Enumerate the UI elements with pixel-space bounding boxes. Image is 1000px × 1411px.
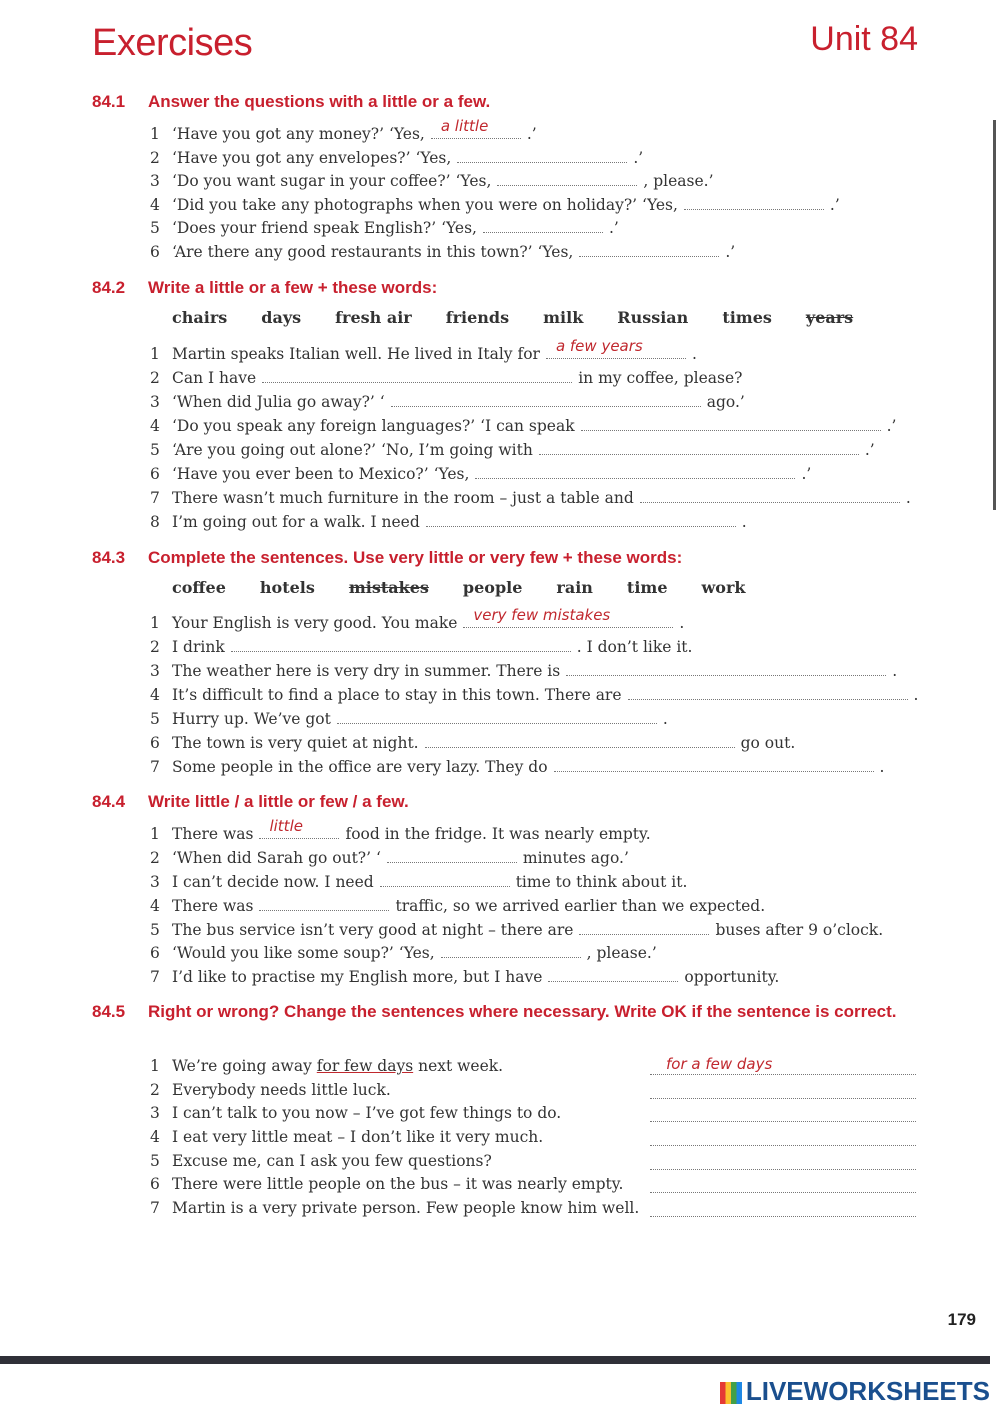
exercise-line [150,438,875,460]
exercise-line [150,817,651,844]
sentence-text: ‘Do you speak any foreign languages?’ ‘I can speak [172,417,575,435]
exercise-line [150,146,643,168]
sentence-text: ‘When did Sarah go out?’ ‘ [172,849,381,867]
marked-phrase: for few days [316,1057,414,1075]
answer-field[interactable] [380,870,510,887]
exercise-line [150,707,668,729]
exercise-line [150,1197,639,1219]
brand-name: LIVEWORKSHEETS [745,1376,990,1406]
sentence-text: The bus service isn’t very good at night – there are [172,921,574,939]
sentence-text: , please.’ [586,944,657,962]
sentence-text: Everybody needs little luck. [172,1081,391,1099]
item-number: 1 [150,614,160,632]
answer-field[interactable] [581,414,881,431]
sentence-text: There wasn’t much furniture in the room – just a table and [172,489,634,507]
item-number: 5 [150,441,160,459]
sentence-text: It’s difficult to find a place to stay in this town. There are [172,686,622,704]
answer-field[interactable] [337,707,657,724]
answer-text: a few years [555,337,643,355]
word-box [172,308,887,327]
exercise-line [150,731,795,753]
item-number: 7 [150,758,160,776]
page-title: Exercises [92,22,253,64]
sentence-text: Excuse me, can I ask you few questions? [172,1152,492,1170]
answer-text: for a few days [666,1055,773,1073]
unit-label: Unit 84 [810,20,918,58]
item-number: 5 [150,219,160,237]
exercise-line [150,414,896,436]
exercise-line [150,462,811,484]
item-number: 6 [150,1175,160,1193]
answer-field[interactable] [579,240,719,257]
exercise-line [150,486,911,508]
item-number: 4 [150,686,160,704]
word-box-item: mistakes [348,578,429,597]
item-number: 5 [150,1152,160,1170]
word-box-item: people [462,578,523,597]
sentence-text: ‘Does your friend speak English?’ ‘Yes, [172,219,477,237]
section-instruction: Right or wrong? Change the sentences where necessary. Write OK if the sentence is correct. [148,1002,897,1021]
sentence-text: Hurry up. We’ve got [172,710,331,728]
answer-field[interactable] [391,390,701,407]
exercise-line [150,755,884,777]
sentence-text: There was [172,897,254,915]
liveworksheets-icon [720,1382,742,1404]
sentence-text: . [741,513,747,531]
item-number: 6 [150,734,160,752]
word-box-item: coffee [172,578,226,597]
item-number: 6 [150,465,160,483]
exercise-line [150,1150,492,1172]
answer-field[interactable] [262,366,572,383]
answer-field[interactable] [579,918,709,935]
section-instruction: Write little / a little or few / a few. [148,792,409,811]
sentence-text: The town is very quiet at night. [172,734,419,752]
sentence-text: . [879,758,885,776]
footer-bar [0,1356,990,1364]
sentence-text: .’ [864,441,875,459]
section-number: 84.4 [92,792,126,811]
sentence-text: . [913,686,919,704]
exercise-line [150,1079,391,1101]
item-number: 3 [150,172,160,190]
item-number: 3 [150,662,160,680]
answer-field[interactable] [650,1080,916,1099]
word-box-item: fresh air [335,308,412,327]
exercise-line [150,216,619,238]
sentence-text: I’d like to practise my English more, but I have [172,968,543,986]
exercise-line [150,1126,543,1148]
item-number: 3 [150,393,160,411]
item-number: 4 [150,1128,160,1146]
exercise-line [150,1173,623,1195]
sentence-text: in my coffee, please? [578,369,743,387]
sentence-text: . [892,662,898,680]
sentence-text: time to think about it. [515,873,688,891]
sentence-text: ‘Would you like some soup?’ ‘Yes, [172,944,435,962]
section-heading [92,1000,912,1023]
sentence-text: ‘Have you got any money?’ ‘Yes, [172,125,425,143]
exercise-line [150,240,735,262]
item-number: 4 [150,417,160,435]
sentence-text: I can’t talk to you now – I’ve got few things to do. [172,1104,562,1122]
sentence-text: I drink [172,638,225,656]
sentence-text: There were little people on the bus – it was nearly empty. [172,1175,624,1193]
sentence-text: .’ [725,243,736,261]
sentence-text: go out. [740,734,796,752]
answer-field[interactable] [431,117,521,139]
sentence-text: next week. [413,1057,504,1075]
word-box-item: years [805,308,854,327]
exercise-line [150,510,747,532]
section-instruction: Answer the questions with a little or a few. [148,92,491,111]
item-number: 6 [150,944,160,962]
sentence-text: .’ [633,149,644,167]
sentence-text: traffic, so we arrived earlier than we expected. [395,897,766,915]
sentence-text: .’ [829,196,840,214]
exercise-line [150,635,692,657]
exercise-line [150,894,765,916]
item-number: 8 [150,513,160,531]
sentence-text: Martin is a very private person. Few people know him well. [172,1199,640,1217]
word-box-item: friends [445,308,510,327]
answer-field[interactable] [259,817,339,839]
sentence-text: I’m going out for a walk. I need [172,513,420,531]
word-box-item: times [722,308,772,327]
sentence-text: ‘Have you ever been to Mexico?’ ‘Yes, [172,465,470,483]
word-box-item: hotels [259,578,315,597]
sentence-text: ‘Are you going out alone?’ ‘No, I’m going with [172,441,533,459]
item-number: 1 [150,125,160,143]
item-number: 2 [150,638,160,656]
sentence-text: buses after 9 o’clock. [715,921,884,939]
sentence-text: . [679,614,685,632]
item-number: 7 [150,1199,160,1217]
answer-field[interactable] [426,510,736,527]
sentence-text: opportunity. [684,968,780,986]
sentence-text: . [691,345,697,363]
answer-field[interactable] [684,193,824,210]
answer-field[interactable] [539,438,859,455]
exercise-line [150,1055,503,1077]
exercise-line [150,169,714,191]
section-instruction: Write a little or a few + these words: [148,278,438,297]
sentence-text: ‘Have you got any envelopes?’ ‘Yes, [172,149,452,167]
answer-field[interactable] [425,731,735,748]
section-number: 84.1 [92,92,126,111]
word-box-item: chairs [172,308,228,327]
answer-field[interactable] [463,606,673,628]
section-heading [92,90,912,113]
answer-field[interactable] [231,635,571,652]
section-number: 84.2 [92,278,126,297]
item-number: 1 [150,825,160,843]
section-instruction: Complete the sentences. Use very little or very few + these words: [148,548,683,567]
item-number: 3 [150,1104,160,1122]
sentence-text: .’ [886,417,897,435]
sentence-text: ‘Did you take any photographs when you were on holiday?’ ‘Yes, [172,196,678,214]
answer-field[interactable] [554,755,874,772]
answer-field[interactable] [457,146,627,163]
section-number: 84.3 [92,548,126,567]
answer-field[interactable] [650,1198,916,1217]
exercise-line [150,390,745,412]
answer-field[interactable] [497,169,637,186]
exercise-line [150,846,629,868]
sentence-text: .’ [801,465,812,483]
item-number: 4 [150,196,160,214]
answer-field[interactable] [628,683,908,700]
page-number: 179 [947,1310,976,1329]
sentence-text: ‘When did Julia go away?’ ‘ [172,393,385,411]
word-box-item: time [626,578,668,597]
word-box-item: days [261,308,302,327]
item-number: 3 [150,873,160,891]
answer-field[interactable] [650,1174,916,1193]
answer-field[interactable] [566,659,886,676]
sentence-text: ago.’ [706,393,745,411]
answer-field[interactable] [546,337,686,359]
item-number: 2 [150,149,160,167]
answer-field[interactable] [441,941,581,958]
answer-field[interactable] [650,1056,916,1075]
exercise-line [150,683,918,705]
item-number: 7 [150,489,160,507]
item-number: 2 [150,369,160,387]
sentence-text: . I don’t like it. [576,638,693,656]
item-number: 1 [150,1057,160,1075]
answer-field[interactable] [640,486,900,503]
exercise-line [150,366,742,388]
item-number: 5 [150,921,160,939]
word-box-item: rain [556,578,593,597]
sentence-text: . [662,710,668,728]
sentence-text: minutes ago.’ [522,849,629,867]
sentence-text: , please.’ [643,172,714,190]
exercise-line [150,870,687,892]
answer-text: very few mistakes [473,606,611,624]
exercise-line [150,606,685,633]
sentence-text: I eat very little meat – I don’t like it very much. [172,1128,544,1146]
answer-field[interactable] [475,462,795,479]
answer-field[interactable] [650,1151,916,1170]
answer-field[interactable] [259,894,389,911]
exercise-line [150,337,697,364]
sentence-text: ‘Do you want sugar in your coffee?’ ‘Yes, [172,172,492,190]
exercise-line [150,117,537,144]
exercise-line [150,965,779,987]
answer-text: a little [440,117,489,135]
sentence-text: Some people in the office are very lazy. They do [172,758,548,776]
item-number: 5 [150,710,160,728]
sentence-text: Can I have [172,369,257,387]
word-box-item: Russian [617,308,689,327]
exercise-line [150,193,840,215]
sentence-text: food in the fridge. It was nearly empty. [345,825,651,843]
answer-field[interactable] [387,846,517,863]
exercise-line [150,1102,561,1124]
item-number: 7 [150,968,160,986]
sentence-text: I can’t decide now. I need [172,873,374,891]
sentence-text: .’ [526,125,537,143]
item-number: 4 [150,897,160,915]
sentence-text: We’re going away [172,1057,317,1075]
sentence-text: There was [172,825,254,843]
section-heading [92,790,912,813]
word-box-item: work [701,578,746,597]
section-number: 84.5 [92,1002,126,1021]
answer-field[interactable] [650,1127,916,1146]
sentence-text: The weather here is very dry in summer. There is [172,662,561,680]
item-number: 2 [150,1081,160,1099]
sentence-text: . [905,489,911,507]
exercise-line [150,918,883,940]
word-box-item: milk [543,308,584,327]
section-heading [92,546,912,569]
margin-bar [993,120,996,510]
sentence-text: ‘Are there any good restaurants in this town?’ ‘Yes, [172,243,574,261]
exercise-line [150,941,657,963]
brand-logo [720,1376,990,1406]
sentence-text: Your English is very good. You make [172,614,458,632]
answer-field[interactable] [483,216,603,233]
answer-field[interactable] [650,1103,916,1122]
item-number: 6 [150,243,160,261]
item-number: 1 [150,345,160,363]
sentence-text: .’ [608,219,619,237]
answer-field[interactable] [548,965,678,982]
item-number: 2 [150,849,160,867]
section-heading [92,276,912,299]
answer-text: little [269,817,303,835]
sentence-text: Martin speaks Italian well. He lived in Italy for [172,345,540,363]
exercise-line [150,659,897,681]
word-box [172,578,779,597]
